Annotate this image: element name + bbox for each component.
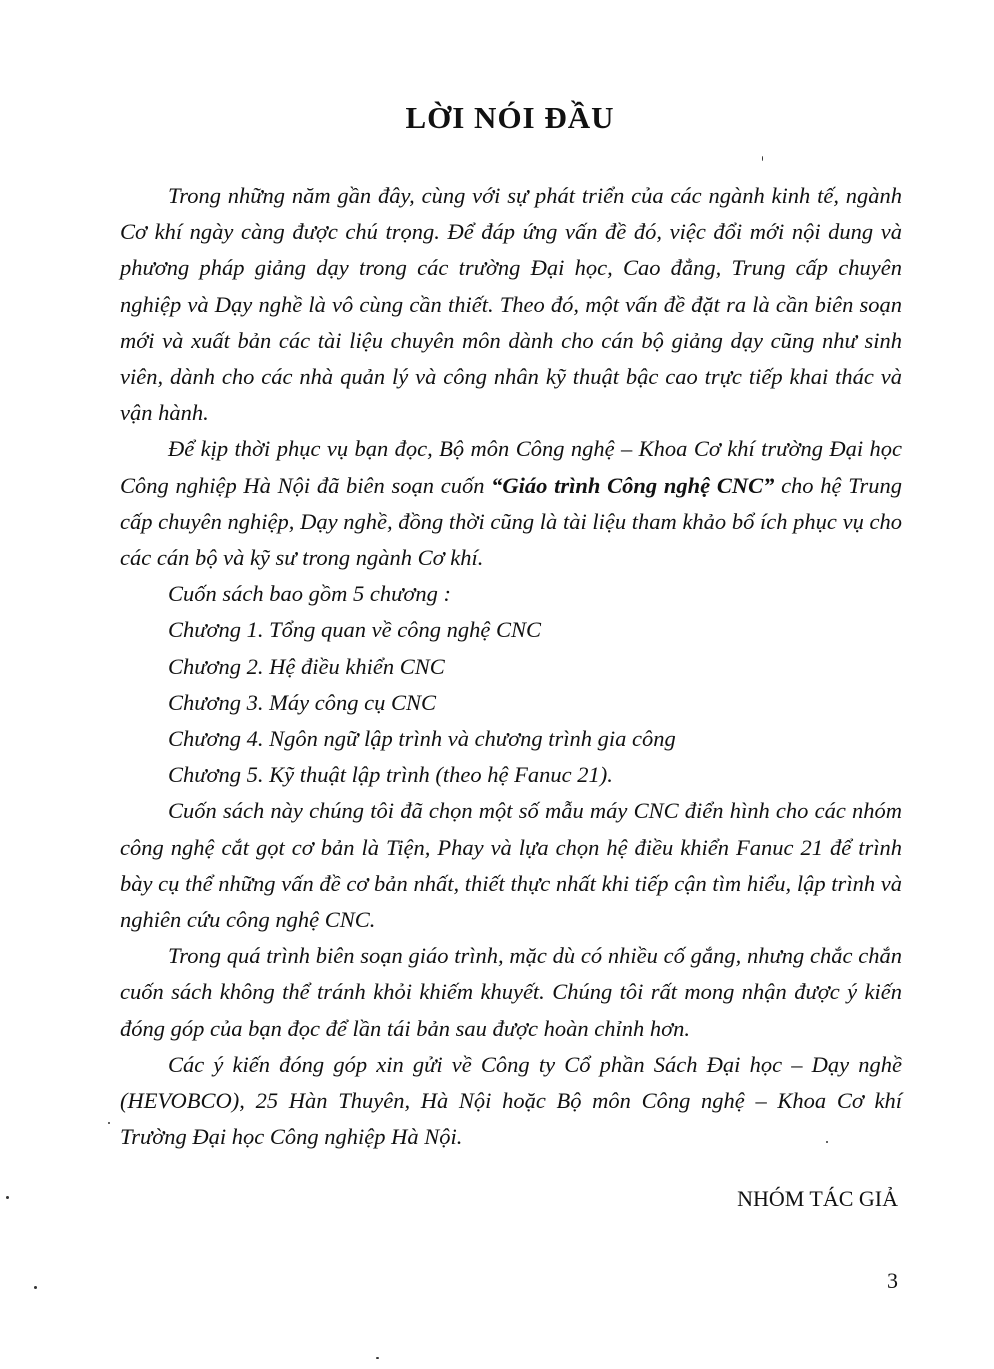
paragraph-intro: Trong những năm gần đây, cùng với sự phát triển của các ngành kinh tế, ngành Cơ khí ngày càng được chú trọng. Để đáp ứng vấn đề đó, việc đổi mới nội dung và phương pháp giảng dạy trong các trường Đại học, Cao đẳng, Trung cấp chuyên nghiệp và Dạy nghề là vô cùng cần thiết. Theo đó, một vấn đề đặt ra là cần biên soạn mới và xuất bản các tài liệu chuyên môn dành cho cán bộ giảng dạy cũng như sinh viên, dành cho các nhà quản lý và công nhân kỹ thuật bậc cao trực tiếp khai thác và vận hành.	[120, 183, 902, 426]
paragraph-purpose	[120, 431, 902, 576]
book-title: “Giáo trình Công nghệ CNC”	[491, 472, 775, 498]
scan-speck	[376, 1357, 379, 1359]
paragraph-contents-intro: Cuốn sách bao gồm 5 chương :	[168, 581, 452, 607]
scan-speck	[108, 1122, 110, 1124]
preface-body	[120, 178, 902, 1155]
chapter-item: Chương 1. Tổng quan về công nghệ CNC	[168, 617, 542, 643]
chapter-item: Chương 4. Ngôn ngữ lập trình và chương trình gia công	[168, 726, 676, 752]
author-signature: NHÓM TÁC GIẢ	[737, 1186, 898, 1211]
scan-speck	[34, 1286, 37, 1289]
paragraph-scope: Cuốn sách này chúng tôi đã chọn một số mẫu máy CNC điển hình cho các nhóm công nghệ cắt gọt cơ bản là Tiện, Phay và lựa chọn hệ điều khiển Fanuc 21 để trình bày cụ thể những vấn đề cơ bản nhất, thiết thực nhất khi tiếp cận tìm hiểu, lập trình và nghiên cứu công nghệ CNC.	[120, 798, 902, 933]
paragraph-purpose-text-2: cho hệ Trung cấp chuyên nghiệp, Dạy nghề, đồng thời cũng là tài liệu tham khảo bổ ích phục vụ cho các cán bộ và kỹ sư trong ngành Cơ khí.	[120, 472, 902, 571]
page-number: 3	[887, 1268, 898, 1293]
chapter-item: Chương 5. Kỹ thuật lập trình (theo hệ Fanuc 21).	[168, 762, 613, 788]
scan-speck	[6, 1196, 9, 1199]
page-title: LỜI NÓI ĐẦU	[405, 100, 615, 135]
paragraph-contact: Các ý kiến đóng góp xin gửi về Công ty Cổ phần Sách Đại học – Dạy nghề (HEVOBCO), 25 Hàn Thuyên, Hà Nội hoặc Bộ môn Công nghệ – Khoa Cơ khí Trường Đại học Công nghiệp Hà Nội.	[120, 1051, 902, 1150]
chapter-item: Chương 3. Máy công cụ CNC	[168, 689, 437, 715]
paragraph-purpose-text-1: Để kịp thời phục vụ bạn đọc, Bộ môn Công nghệ – Khoa Cơ khí trường Đại học Công nghiệp Hà Nội đã biên soạn cuốn	[120, 436, 902, 498]
scan-speck	[826, 1141, 828, 1143]
scan-speck	[762, 156, 763, 161]
chapter-item: Chương 2. Hệ điều khiển CNC	[168, 653, 445, 679]
paragraph-feedback: Trong quá trình biên soạn giáo trình, mặc dù có nhiều cố gắng, nhưng chắc chắn cuốn sách không thể tránh khỏi khiếm khuyết. Chúng tôi rất mong nhận được ý kiến đóng góp của bạn đọc để lần tái bản sau được hoàn chỉnh hơn.	[120, 943, 902, 1041]
